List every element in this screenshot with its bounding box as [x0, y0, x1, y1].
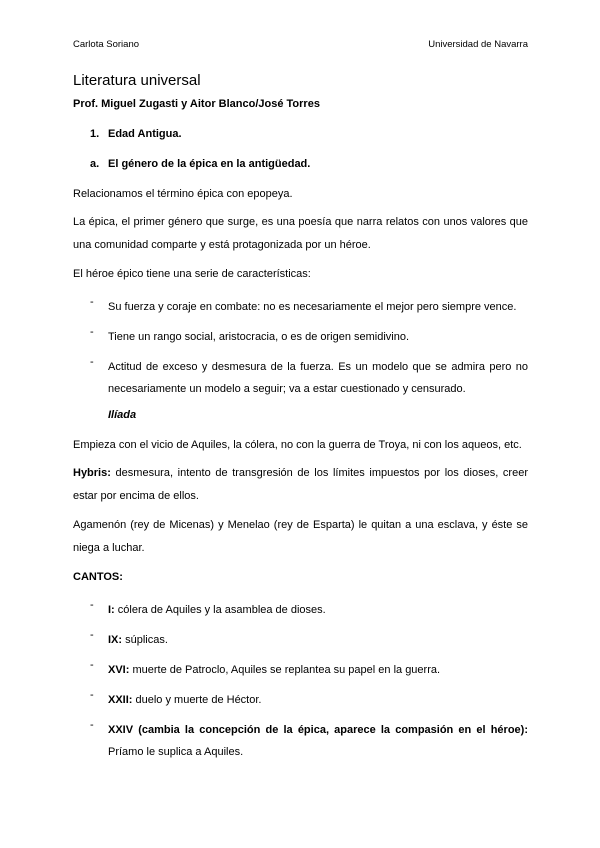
canto-item — [108, 629, 528, 651]
canto-description: súplicas. — [122, 634, 168, 646]
list-bullet: - — [90, 599, 94, 611]
canto-description: Príamo le suplica a Aquiles. — [108, 746, 244, 758]
professors-line: Prof. Miguel Zugasti y Aitor Blanco/José Torres — [73, 98, 320, 110]
page-title: Literatura universal — [73, 72, 201, 89]
canto-item — [108, 689, 528, 711]
paragraph: Relacionamos el término épica con epopeya. — [73, 188, 293, 200]
list-item: Tiene un rango social, aristocracia, o es de origen semidivino. — [108, 331, 410, 343]
header-institution: Universidad de Navarra — [428, 39, 528, 50]
list-bullet: - — [90, 356, 94, 368]
list-bullet: - — [90, 296, 94, 308]
list-bullet: - — [90, 659, 94, 671]
canto-item — [108, 659, 528, 681]
list-bullet: - — [90, 326, 94, 338]
cantos-heading: CANTOS: — [73, 571, 123, 583]
paragraph: La épica, el primer género que surge, es una poesía que narra relatos con unos valores que una comunidad comparte y está protagonizada por un héroe. — [73, 216, 528, 251]
list-item: Su fuerza y coraje en combate: no es necesariamente el mejor pero siempre vence. — [108, 301, 517, 313]
canto-description: cólera de Aquiles y la asamblea de dioses. — [114, 604, 326, 616]
paragraph: Empieza con el vicio de Aquiles, la cólera, no con la guerra de Troya, ni con los aqueos, etc. — [73, 439, 522, 451]
paragraph: Agamenón (rey de Micenas) y Menelao (rey de Esparta) le quitan a una esclava, y éste se niega a luchar. — [73, 519, 528, 554]
canto-number: IX: — [108, 634, 123, 646]
header-author: Carlota Soriano — [73, 39, 140, 50]
canto-item — [108, 599, 528, 621]
hybris-term: Hybris: — [73, 467, 111, 479]
list-bullet: - — [90, 629, 94, 641]
hybris-paragraph — [73, 462, 528, 508]
hybris-definition: desmesura, intento de transgresión de los límites impuestos por los dioses, creer estar por encima de ellos. — [73, 467, 528, 502]
work-title: Ilíada — [108, 409, 137, 421]
subsection-letter: a. — [90, 158, 100, 170]
list-bullet: - — [90, 719, 94, 731]
canto-number: XXII: — [108, 694, 133, 706]
canto-number: XVI: — [108, 664, 130, 676]
paragraph: El héroe épico tiene una serie de características: — [73, 268, 311, 280]
canto-number: XXIV (cambia la concepción de la épica, aparece la compasión en el héroe): — [108, 724, 528, 736]
section-heading: Edad Antigua. — [108, 128, 182, 140]
section-number: 1. — [90, 128, 100, 140]
canto-item — [108, 719, 528, 763]
list-bullet: - — [90, 689, 94, 701]
canto-number: I: — [108, 604, 115, 616]
list-item: Actitud de exceso y desmesura de la fuerza. Es un modelo que se admira pero no necesariamente un modelo a seguir; va a estar cuestionado y censurado. — [108, 361, 528, 395]
canto-description: duelo y muerte de Héctor. — [132, 694, 262, 706]
canto-description: muerte de Patroclo, Aquiles se replantea su papel en la guerra. — [129, 664, 441, 676]
subsection-heading: El género de la épica en la antigüedad. — [108, 158, 311, 170]
